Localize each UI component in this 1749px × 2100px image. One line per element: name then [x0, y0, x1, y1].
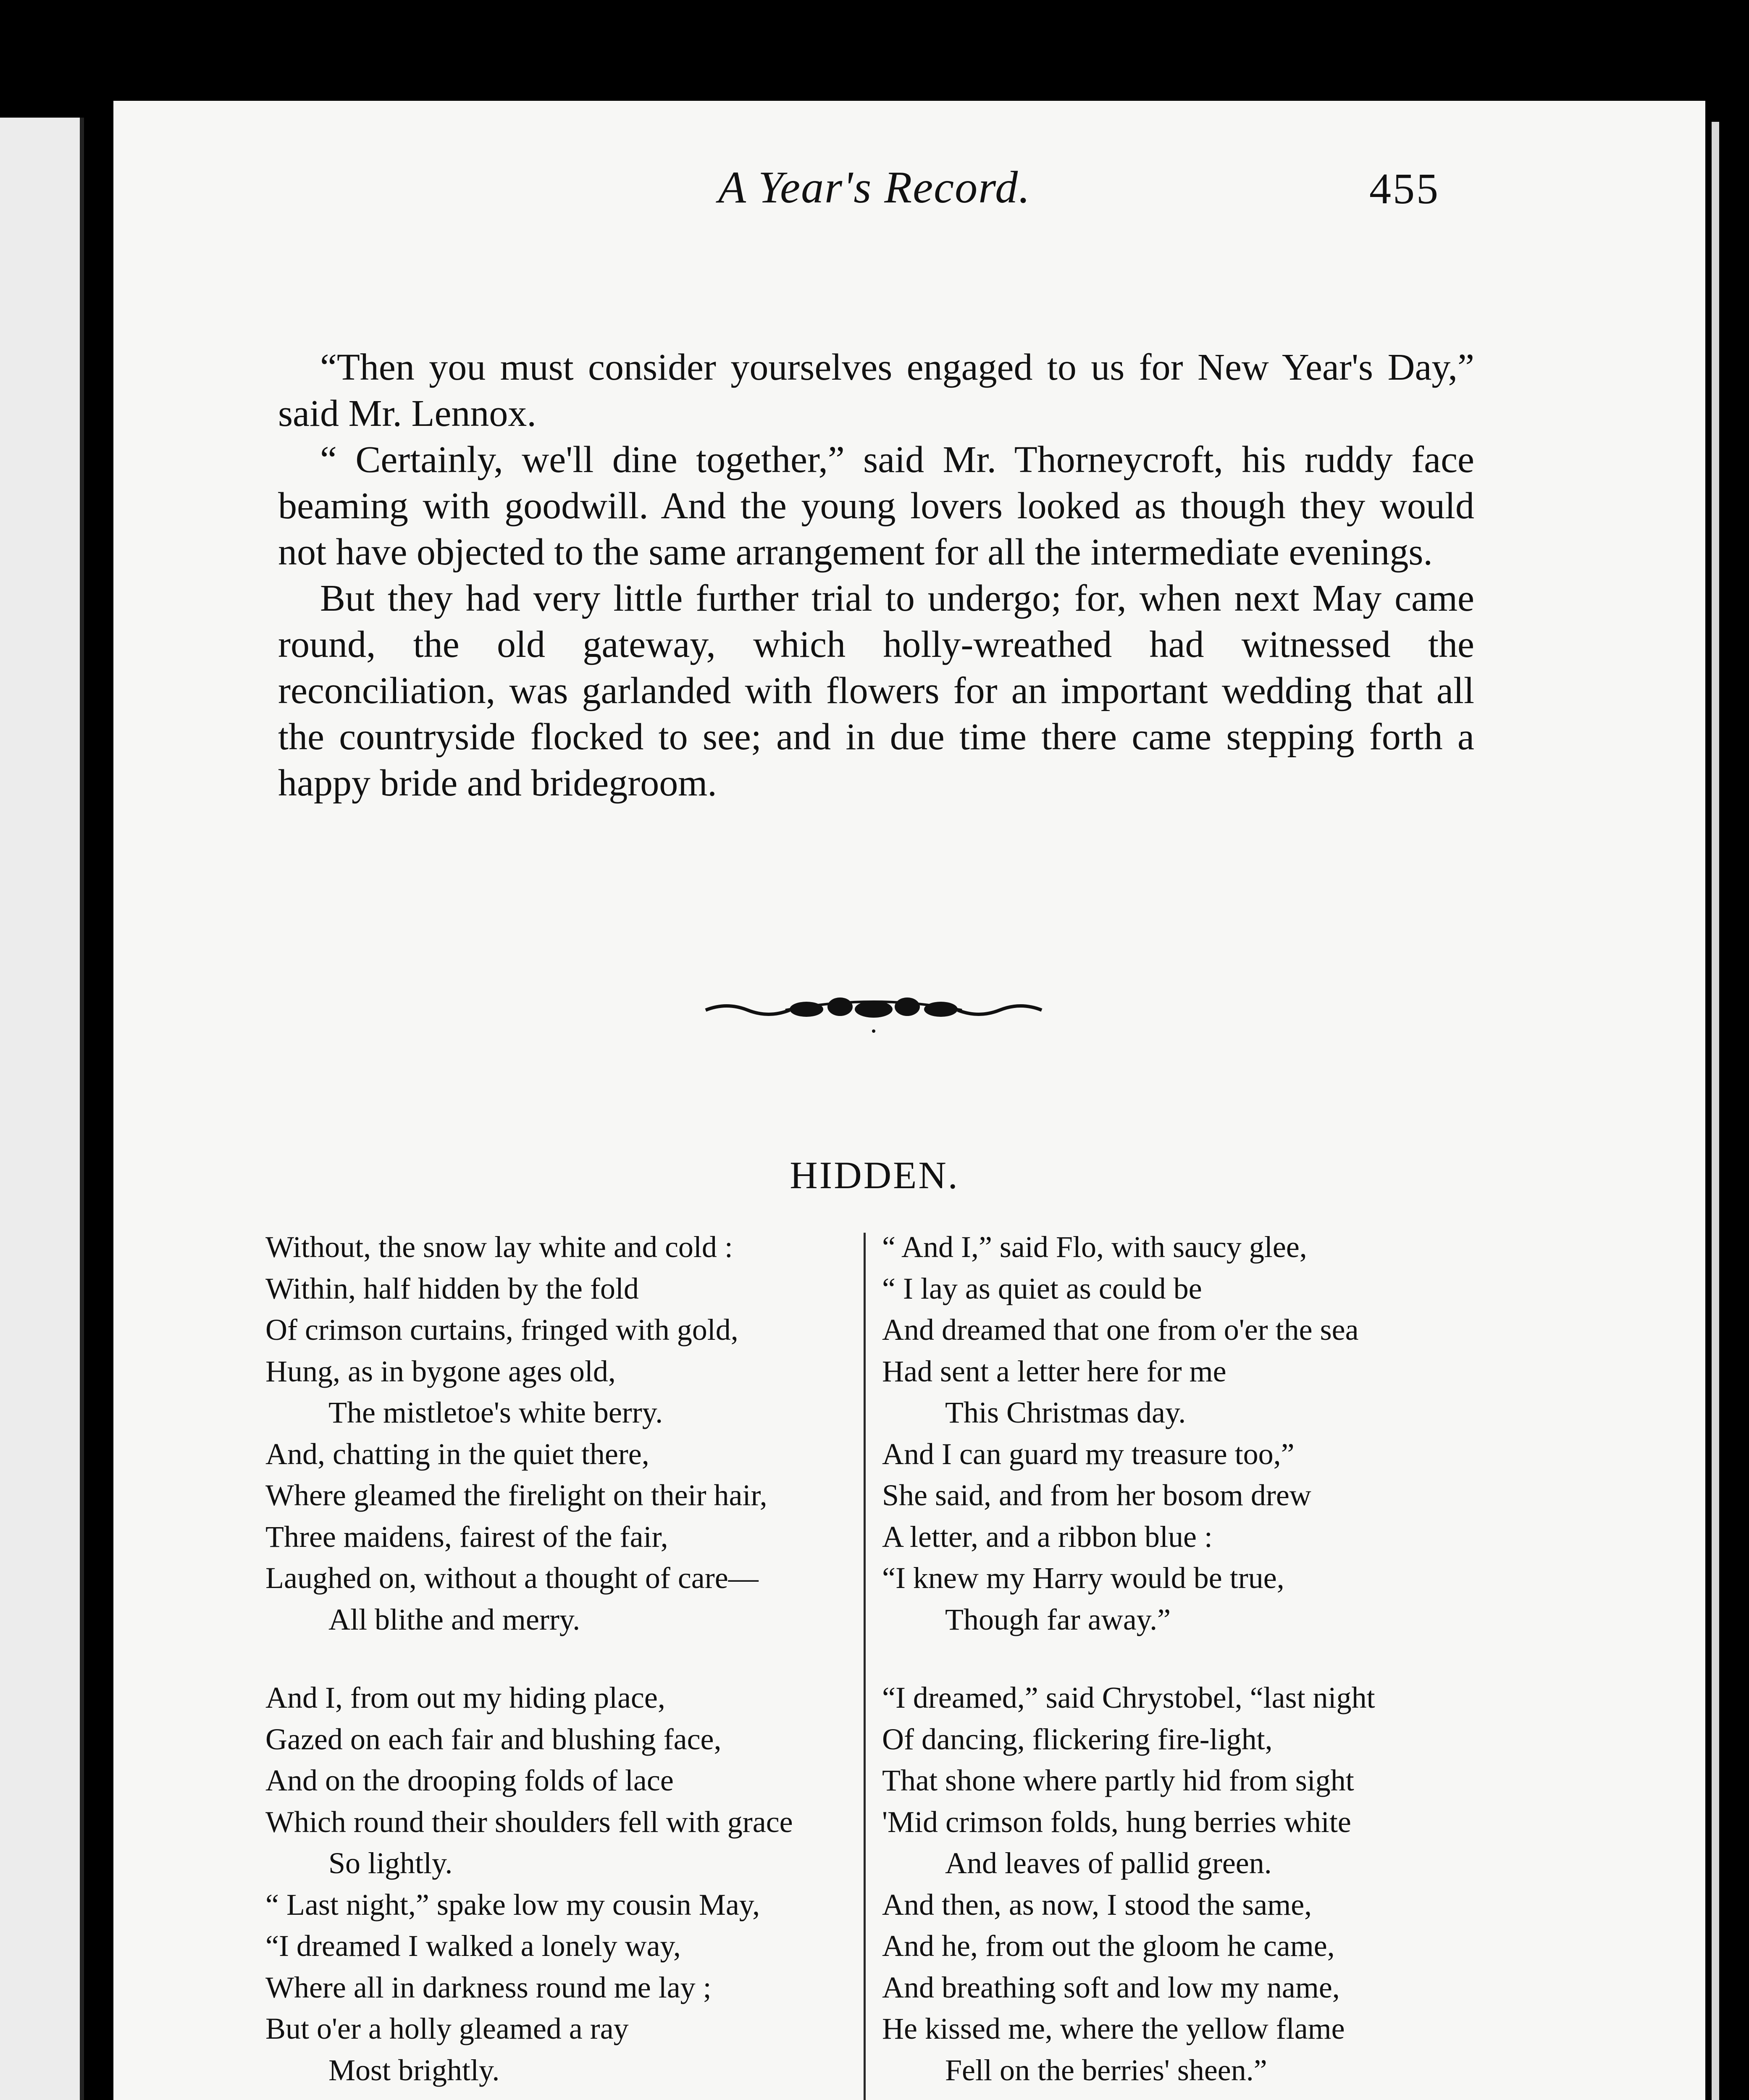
poem-line: “ I lay as quiet as could be: [882, 1271, 1202, 1305]
facing-page-edge: [0, 118, 84, 2100]
stanza: [882, 1677, 1512, 2091]
poem-line: “ Last night,” spake low my cousin May,: [265, 1887, 760, 1922]
column-divider: [864, 1233, 866, 2100]
stanza: [882, 1226, 1512, 1640]
poem-right-column: [882, 1226, 1512, 2100]
poem-line: And dreamed that one from o'er the sea: [882, 1313, 1359, 1347]
poem-line: And leaves of pallid green.: [945, 1846, 1272, 1880]
poem-line: Within, half hidden by the fold: [265, 1271, 639, 1305]
poem-line: She said, and from her bosom drew: [882, 1478, 1311, 1512]
poem-line: This Christmas day.: [945, 1396, 1186, 1429]
poem-line: Though far away.”: [945, 1602, 1171, 1636]
poem-line: And then, as now, I stood the same,: [882, 1887, 1312, 1922]
poem-line: And I, from out my hiding place,: [265, 1681, 665, 1714]
poem-line: “I dreamed,” said Chrystobel, “last night: [882, 1681, 1375, 1714]
poem-line: Had sent a letter here for me: [882, 1354, 1226, 1388]
poem-line: But o'er a holly gleamed a ray: [265, 2012, 629, 2045]
poem-line: Where gleamed the firelight on their hair,: [265, 1478, 767, 1512]
page-stack-edge: [1712, 122, 1719, 2100]
poem-line: Of dancing, flickering fire-light,: [882, 1722, 1273, 1756]
poem-line: The mistletoe's white berry.: [328, 1396, 663, 1429]
poem-line: Where all in darkness round me lay ;: [265, 1970, 712, 2004]
prose-paragraph: “ Certainly, we'll dine together,” said Mr. Thorneycroft, his ruddy face beaming with goodwill. And the young lovers looked as though they would not have objected to the same arrangement for all the intermediate evenings.: [278, 439, 1474, 573]
poem-line: And breathing soft and low my name,: [882, 1970, 1340, 2004]
poem-line: Laughed on, without a thought of care—: [265, 1561, 759, 1595]
stanza: [265, 1226, 853, 1640]
poem-line: Gazed on each fair and blushing face,: [265, 1722, 722, 1756]
prose-paragraph: “Then you must consider yourselves engaged to us for New Year's Day,” said Mr. Lennox.: [278, 346, 1474, 434]
poem-line: Three maidens, fairest of the fair,: [265, 1520, 668, 1554]
decorative-scroll-ornament-icon: [701, 985, 1046, 1035]
poem-line: Which round their shoulders fell with grace: [265, 1805, 793, 1839]
poem-line: And he, from out the gloom he came,: [882, 1929, 1335, 1963]
poem-line: He kissed me, where the yellow flame: [882, 2012, 1345, 2045]
poem-line: And, chatting in the quiet there,: [265, 1437, 649, 1471]
poem-line: Of crimson curtains, fringed with gold,: [265, 1313, 738, 1347]
prose-section: [278, 344, 1474, 806]
poem-line: And I can guard my treasure too,”: [882, 1437, 1295, 1471]
poem-left-column: [265, 1226, 853, 2100]
poem-line: Fell on the berries' sheen.”: [945, 2053, 1267, 2087]
page-number: 455: [1369, 165, 1440, 213]
poem-line: Most brightly.: [328, 2053, 500, 2087]
poem-line: All blithe and merry.: [328, 1602, 580, 1636]
poem-line: Without, the snow lay white and cold :: [265, 1230, 733, 1264]
poem-line: A letter, and a ribbon blue :: [882, 1520, 1213, 1554]
poem-line: “I dreamed I walked a lonely way,: [265, 1929, 681, 1963]
poem-line: So lightly.: [328, 1846, 453, 1880]
prose-paragraph: But they had very little further trial to undergo; for, when next May came round, the old gateway, which holly-wreathed had witnessed the reconciliation, was garlanded with flowers for an important wedding that all the countryside flocked to see; and in due time there came stepping forth a happy bride and bridegroom.: [278, 578, 1474, 804]
poem-line: And on the drooping folds of lace: [265, 1764, 674, 1797]
poem-title: HIDDEN.: [790, 1154, 959, 1197]
running-head: A Year's Record.: [718, 163, 1031, 213]
poem-line: Hung, as in bygone ages old,: [265, 1354, 616, 1388]
poem-line: 'Mid crimson folds, hung berries white: [882, 1805, 1351, 1839]
stanza: [265, 1677, 853, 2091]
poem-line: “ And I,” said Flo, with saucy glee,: [882, 1230, 1307, 1264]
poem-line: That shone where partly hid from sight: [882, 1764, 1354, 1797]
poem-line: “I knew my Harry would be true,: [882, 1561, 1284, 1595]
